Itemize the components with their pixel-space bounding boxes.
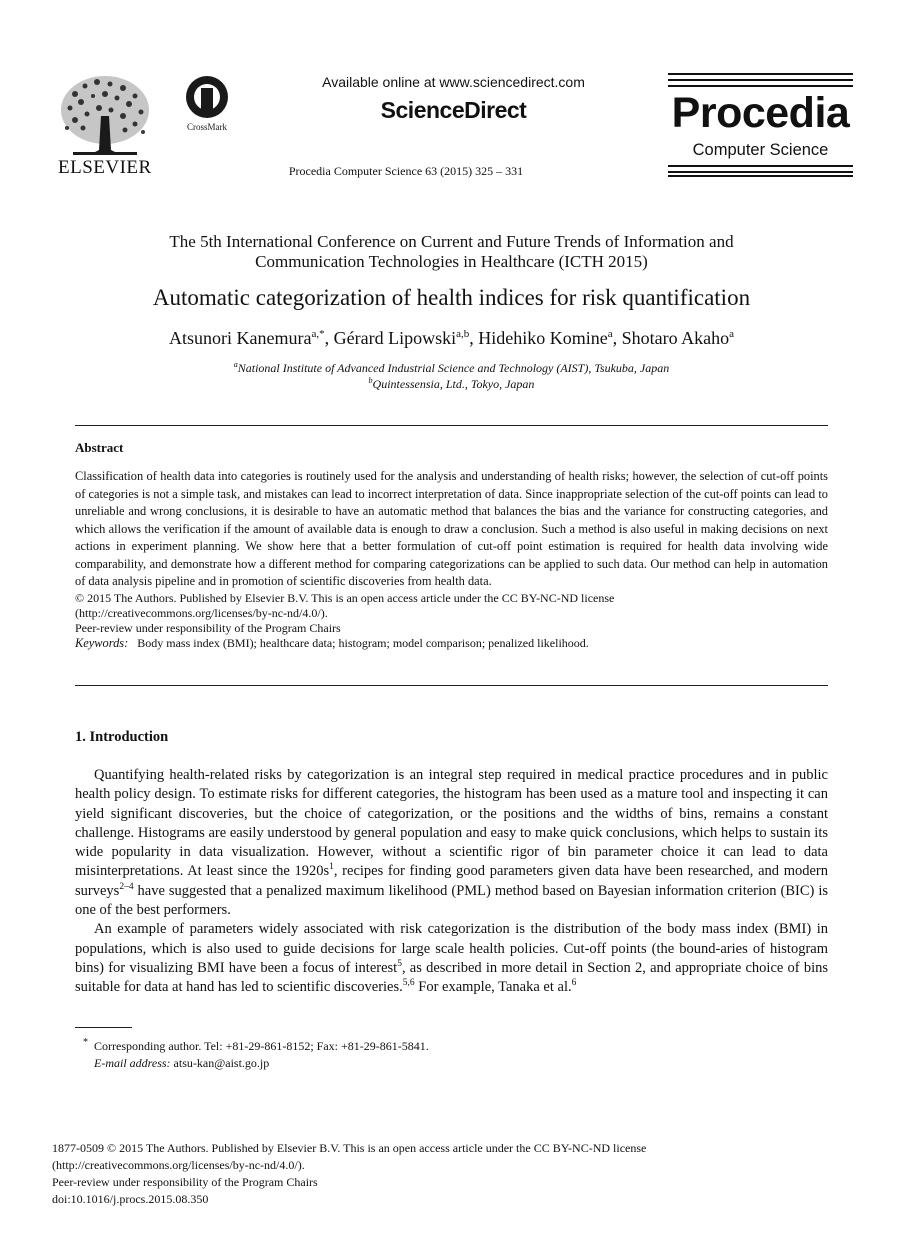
conference-line-2: Communication Technologies in Healthcare (ICTH 2015) xyxy=(255,252,648,271)
corresponding-author: Corresponding author. Tel: +81-29-861-8152; Fax: +81-29-861-5841. xyxy=(94,1039,429,1053)
footnote-line xyxy=(75,1034,828,1055)
divider xyxy=(75,685,828,686)
citation-ref[interactable]: 2–4 xyxy=(119,881,134,892)
footnote-email-line xyxy=(75,1055,828,1072)
author-name: Shotaro Akaho xyxy=(621,328,730,348)
text-run: have suggested that a penalized maximum likelihood (PML) method based on Bayesian information criterion (BIC) is one of the best performers. xyxy=(75,882,828,919)
author-sup: a xyxy=(607,328,613,340)
affiliation-text: National Institute of Advanced Industrial Science and Technology (AIST), Tsukuba, Japan xyxy=(237,361,670,375)
peer-review-note: Peer-review under responsibility of the Program Chairs xyxy=(75,620,341,635)
procedia-logo: Procedia xyxy=(671,89,850,137)
paragraph xyxy=(75,766,828,920)
affiliation-sup: b xyxy=(368,376,373,385)
text-run: For example, Tanaka et al. xyxy=(414,979,572,996)
citation-ref[interactable]: 5,6 xyxy=(402,978,415,989)
affiliation-a xyxy=(60,360,843,376)
author-sep: , xyxy=(324,328,334,348)
footer-issn-line: 1877-0509 © 2015 The Authors. Published by Elsevier B.V. This is an open access article under the CC BY-NC-ND license xyxy=(52,1141,647,1155)
copyright-line: © 2015 The Authors. Published by Elsevier B.V. This is an open access article under the CC BY-NC-ND license xyxy=(75,590,615,605)
author-sep: , xyxy=(469,328,479,348)
abstract-body: Classification of health data into categories is routinely used for the analysis and understanding of health risks; however, the selection of cut-off points of categories is not a simple task, and mistakes can lead to incorrect interpretation of data. Since inappropriate selection of the cut-off points can lead to unreliable and wrong conclusions, it is desirable to have an automatic method that balances the bias and the variance for constructing categories, and which allows the verification if the amount of available data is enough to draw a conclusion. Such a method is also useful in making decisions on next actions in experiment planning. We show here that a better formulation of cut-off point estimation is required for health data involving wide comparability, and demonstrate how a different method for comparing categorizations can be applied to such data. Our method can help in automation of data analysis pipeline and in promotion of scientific discoveries from health data. xyxy=(75,469,828,588)
abstract-heading: Abstract xyxy=(75,440,124,455)
conference-line-1: The 5th International Conference on Current and Future Trends of Information and xyxy=(169,232,734,251)
keywords-text: Body mass index (BMI); healthcare data; histogram; model comparison; penalized likelihood. xyxy=(137,635,589,650)
author-sup: a,* xyxy=(311,328,325,340)
paper-title: Automatic categorization of health indices for risk quantification xyxy=(152,285,751,310)
footnote xyxy=(75,1034,828,1072)
text-run: Quantifying health-related risks by categorization is an integral step required in medical practice procedures and in public health policy design. To estimate risks for different categories, the histogram has been used as a mature tool and inspecting it can yield significant discoveries, but the choice of categorization, or the positions and the widths of bins, remains a constant challenge. Histograms are easily understood by general population and easy to make quick conclusions, which helps to sustain its wide popularity in data visualization. However, without a scientific rigor of bin parameter choice it can lead to data misinterpretations. At least since the 1920s xyxy=(75,767,828,880)
author-sup: a xyxy=(729,328,734,340)
author-sep: , xyxy=(612,328,622,348)
email-address[interactable]: atsu-kan@aist.go.jp xyxy=(173,1056,270,1070)
footnote-rule xyxy=(75,1027,132,1028)
available-online: Available online at www.sciencedirect.com xyxy=(322,74,585,90)
procedia-subtitle: Computer Science xyxy=(692,141,829,159)
affiliation-b xyxy=(60,376,843,392)
author-sup: a,b xyxy=(456,328,470,340)
crossmark-label: CrossMark xyxy=(187,122,227,132)
conference-name xyxy=(75,232,828,272)
elsevier-wordmark: ELSEVIER xyxy=(58,157,152,178)
citation-ref[interactable]: 1 xyxy=(329,862,334,873)
abstract-block xyxy=(75,468,828,651)
divider xyxy=(75,425,828,426)
footer-doi[interactable]: doi:10.1016/j.procs.2015.08.350 xyxy=(52,1192,209,1206)
journal-citation: Procedia Computer Science 63 (2015) 325 – 331 xyxy=(288,164,524,178)
citation-ref[interactable]: 6 xyxy=(571,978,577,989)
text-run: An example of parameters widely associated with risk categorization is the distribution of the body mass index (BMI) in populations, which is also used to guide decisions for large scale health policies. Cut-off points (the bound-aries of histogram bins) for visualizing BMI have been a focus of interest xyxy=(75,921,828,976)
citation-ref[interactable]: 5 xyxy=(397,959,402,970)
author-name: Hidehiko Komine xyxy=(478,328,608,348)
keywords-line xyxy=(75,636,828,651)
section-heading-introduction: 1. Introduction xyxy=(75,729,169,745)
text-run: , as described in more detail in Section 2, and appropriate choice of bins suitable for data at hand has led to scientific discoveries. xyxy=(75,959,828,996)
page-footer xyxy=(52,1140,852,1208)
sciencedirect-logo: ScienceDirect xyxy=(380,97,527,123)
footnote-mark: * xyxy=(83,1037,88,1048)
text-run: , recipes for finding good parameters given data have been researched, and modern surveys xyxy=(75,863,828,899)
author-name: Atsunori Kanemura xyxy=(169,328,312,348)
introduction-body xyxy=(75,766,828,998)
license-link[interactable]: (http://creativecommons.org/licenses/by-nc-nd/4.0/). xyxy=(75,605,328,620)
author-list xyxy=(60,328,843,349)
footer-peer-review: Peer-review under responsibility of the Program Chairs xyxy=(52,1175,318,1189)
affiliation-sup: a xyxy=(233,360,238,369)
author-name: Gérard Lipowski xyxy=(333,328,457,348)
email-label: E-mail address: xyxy=(94,1056,171,1070)
affiliation-text: Quintessensia, Ltd., Tokyo, Japan xyxy=(372,377,535,391)
keywords-label: Keywords: xyxy=(75,635,129,650)
footer-license-link[interactable]: (http://creativecommons.org/licenses/by-nc-nd/4.0/). xyxy=(52,1158,305,1172)
paragraph xyxy=(75,920,828,997)
